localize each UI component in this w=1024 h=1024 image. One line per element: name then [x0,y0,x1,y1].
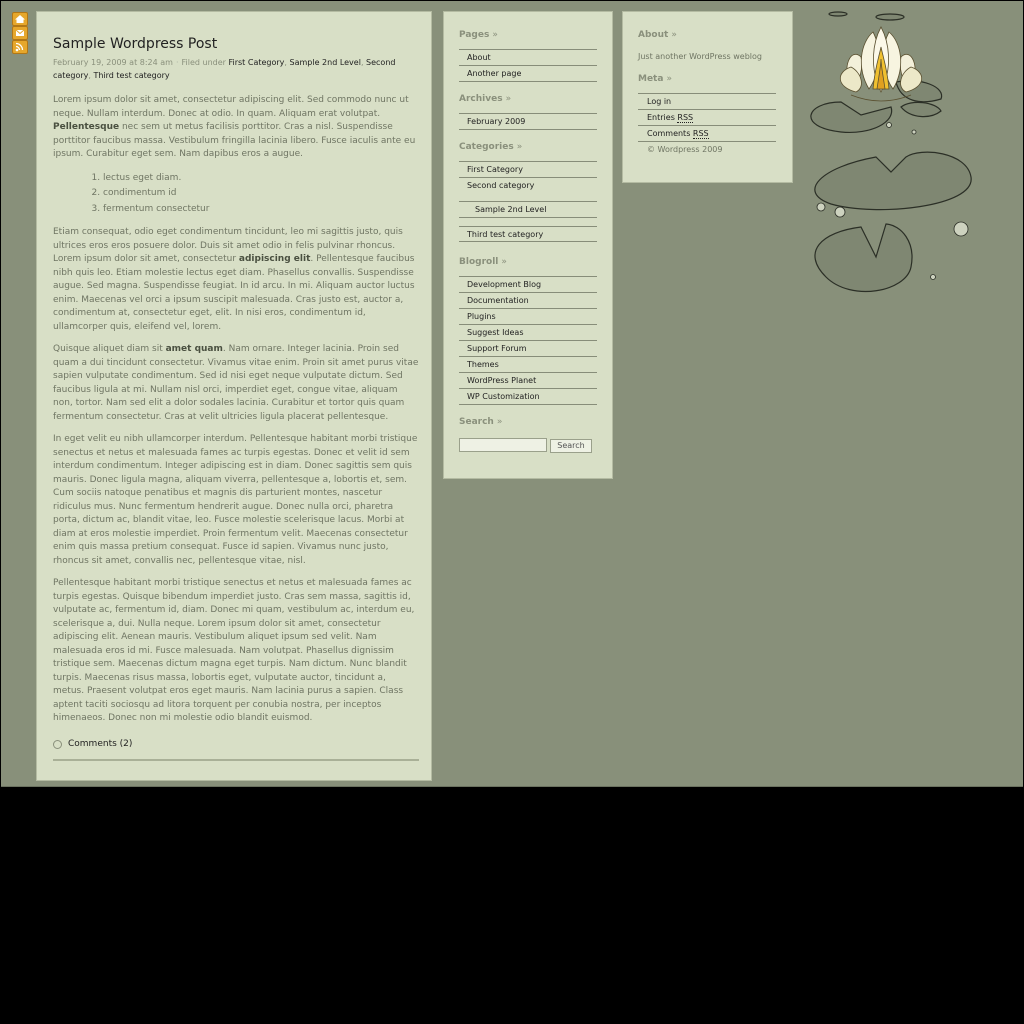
blogroll-list [459,276,597,405]
post-ordered-list [53,171,419,218]
list-item: 2. condimentum id [103,186,419,202]
category-link-first[interactable]: First Category [228,58,285,67]
archives-heading: Archives » [459,94,512,104]
water-lily-decoration [801,7,981,307]
meta-item-login[interactable]: Log in [638,94,776,110]
blogroll-heading: Blogroll » [459,257,507,267]
sidebar-item-third-category[interactable]: Third test category [459,226,597,242]
filed-under-label: Filed under [181,58,226,67]
meta-item-entries-rss[interactable]: Entries RSS [638,110,776,126]
post-date: February 19, 2009 at 8:24 am [53,58,173,67]
category-link-third[interactable]: Third test category [93,70,170,80]
sidebar-item-about[interactable]: About [459,50,597,66]
sidebar-item-development-blog[interactable]: Development Blog [459,277,597,293]
post-paragraph: Pellentesque habitant morbi tristique senectus et netus et malesuada fames ac turpis egestas. Quisque bibendum imperdiet justo. Cras sem massa, sagittis id, vulputate ac, fermentum id, diam. Donec mi quam, vestibulum ac, interdum eu, scelerisque a, dui. Nulla neque. Lorem ipsum dolor sit amet, consectetur adipiscing elit. Aenean mauris. Vestibulum aliquet ipsum sed velit. Nam malesuada eros id mi. Fusce malesuada. Nam volutpat. Phasellus dignissim tristique sem. Maecenas dictum magna eget turpis. Nam dictum. Nunc blandit turpis. Maecenas risus massa, lobortis eget, vulputate auctor, tincidunt a, metus. Praesent volutpat eros eget mauris. Nam lacinia purus a sapien. Class aptent taciti sociosqu ad litora torquent per conubia nostra, per inceptos himenaeos. Donec non mi molestie odio blandit euismod. [53,578,415,723]
about-text: Just another WordPress weblog [638,52,763,61]
sidebar-item-plugins[interactable]: Plugins [459,309,597,325]
sidebar-item-suggest-ideas[interactable]: Suggest Ideas [459,325,597,341]
post-paragraph: Lorem ipsum dolor sit amet, consectetur adipiscing elit. Sed commodo nunc ut neque. Nullam interdum. Donec at odio. In quam. Aliquam erat volutpat. Pellentesque nec sem ut metus facilisis porttitor. Cras a nisl. Suspendisse porttitor faucibus massa. Vestibulum fringilla lacinia libero. Fusce iaculis ante eu ipsum. Curabitur eget sem. Nam dapibus eros a augue. [53,95,416,159]
sidebar-item-first-category[interactable]: First Category [459,162,597,178]
home-icon[interactable] [12,12,28,26]
post-content [53,35,419,761]
categories-heading: Categories » [459,142,523,152]
sidebar-item-label[interactable]: Second category [467,181,535,190]
rss-icon[interactable] [12,40,28,54]
mail-icon[interactable] [12,26,28,40]
meta-item-comments-rss[interactable]: Comments RSS [638,126,776,142]
pages-heading: Pages » [459,30,498,40]
comments-link[interactable] [53,738,419,752]
sidebar-item-second-category[interactable] [459,178,597,226]
categories-list [459,161,597,242]
sidebar-item-support-forum[interactable]: Support Forum [459,341,597,357]
sidebar-right [622,11,793,183]
meta-heading: Meta » [638,74,672,84]
post-meta: February 19, 2009 at 8:24 am · Filed under First Category, Sample 2nd Level, Second category, Third test category [53,58,396,80]
post-paragraph: In eget velit eu nibh ullamcorper interdum. Pellentesque habitant morbi tristique senectus et netus et malesuada fames ac turpis egestas. Donec et velit id sem interdum condimentum. Integer adipiscing est in diam. Donec sagittis sem quis mauris. Donec ligula magna, aliquam viverra, pellentesque a, lobortis et, sem. Cum sociis natoque penatibus et magnis dis parturient montes, nascetur ridiculus mus. Nunc fermentum hendrerit augue. Donec nulla orci, pharetra porta, dictum ac, blandit vitae, leo. Fusce molestie scelerisque lacus. Morbi at diam at eros molestie imperdiet. Proin fermentum velit. Maecenas consectetur enim quis massa pretium consequat. Fusce id sapien. Vivamus nunc justo, rhoncus sit amet, convallis nec, pellentesque vitae, nisl. [53,434,418,566]
sidebar-item-themes[interactable]: Themes [459,357,597,373]
category-link-second[interactable]: Second category [53,58,396,80]
sidebar-item-another-page[interactable]: Another page [459,66,597,82]
page-background [1,1,1023,787]
category-link-sample-2nd[interactable]: Sample 2nd Level [289,58,361,67]
search-input[interactable] [459,438,547,452]
archives-list [459,113,597,130]
list-item: 1. lectus eget diam. [103,171,419,187]
post-title[interactable]: Sample Wordpress Post [53,36,218,52]
post-paragraph: Quisque aliquet diam sit amet quam. Nam ornare. Integer lacinia. Proin sed quam a dui tincidunt consectetur. Vivamus vitae enim. Proin sit amet purus vitae sapien vulputate condimentum. Sed id nisi eget neque vulputate dictum. Sed faucibus ligula at mi. Nullam nisl orci, imperdiet eget, congue vitae, aliquam non, tortor. Nam sed elit a dolor sodales lacinia. Curabitur et tortor quis quam fermentum consectetur. Cras at velit ultricies ligula placerat pellentesque. [53,344,419,422]
sidebar-item-february-2009[interactable]: February 2009 [459,114,597,130]
sidebar-item-wordpress-planet[interactable]: WordPress Planet [459,373,597,389]
pages-list [459,49,597,82]
post-paragraph: Etiam consequat, odio eget condimentum tincidunt, leo mi sagittis justo, quis ultrices eros eros posuere dolor. Duis sit amet odio in felis pulvinar rhoncus. Lorem ipsum dolor sit amet, consectetur adipiscing elit. Pellentesque faucibus nibh quis leo. Etiam molestie lectus eget diam. Phasellus convallis. Suspendisse augue. Sed magna. Suspendisse feugiat. In id arcu. In mi. Aliquam auctor luctus enim. Maecenas vel orci a ipsum suscipit malesuada. Cras justo est, auctor a, condimentum at, consectetur eget, elit. In nisi eros, condimentum id, ullamcorper quis, eleifend vel, lorem. [53,227,415,332]
comments-label[interactable]: Comments (2) [68,738,133,749]
copyright-text: © Wordpress 2009 [647,145,723,154]
sidebar-item-wp-customization[interactable]: WP Customization [459,389,597,405]
post-panel [36,11,432,781]
post-divider [53,759,419,761]
sidebar-item-sample-2nd-level[interactable]: Sample 2nd Level [459,202,597,218]
about-heading: About » [638,30,677,40]
sidebar-left [443,11,613,479]
list-item: 3. fermentum consectetur [103,202,419,218]
search-button[interactable]: Search [550,439,592,453]
meta-list [638,93,776,158]
search-heading: Search » [459,417,503,427]
categories-sublist [459,201,597,218]
comment-icon [53,740,62,749]
sidebar-item-documentation[interactable]: Documentation [459,293,597,309]
